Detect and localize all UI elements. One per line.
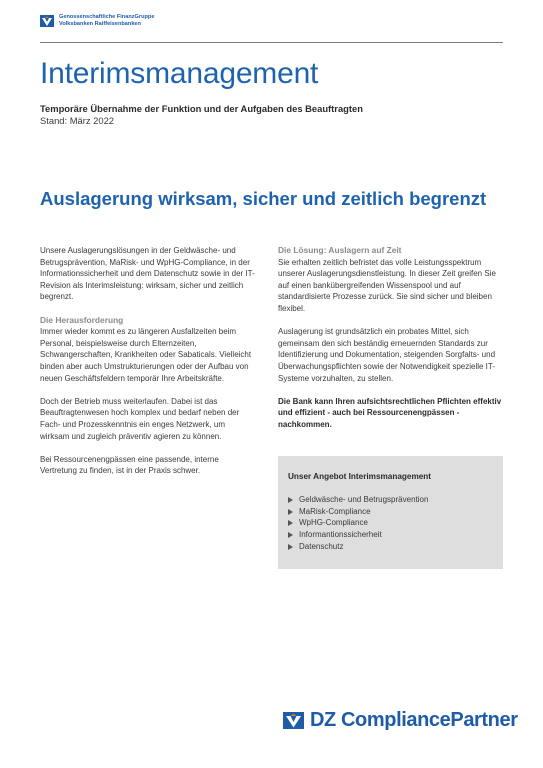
right-paragraph-2: Auslagerung ist grundsätzlich ein probates Mittel, sich gemeinsam den sich beständig erneuernden Standards zur Identifizierung und Dokumentation, steigenden Sorgfalts- und Überwachungspflichten sowie der Notwendigkeit spezielle IT-Systeme vorzuhalten, zu stellen. xyxy=(278,327,496,383)
header-logo xyxy=(40,14,154,27)
challenge-heading: Die Herausforderung xyxy=(40,314,124,325)
triangle-bullet-icon xyxy=(288,509,293,515)
page-subtitle: Temporäre Übernahme der Funktion und der Aufgaben des Beauftragten xyxy=(40,103,363,114)
triangle-bullet-icon xyxy=(288,520,293,526)
offer-box xyxy=(278,456,503,569)
offer-item xyxy=(288,529,493,541)
right-bold-paragraph: Die Bank kann Ihren aufsichtsrechtlichen Pflichten effektiv und effizient - auch bei Ressourcenengpässen - nachkommen. xyxy=(278,396,502,429)
offer-item-label: Informantionssicherheit xyxy=(299,530,382,540)
right-column xyxy=(278,245,503,442)
offer-item xyxy=(288,541,493,553)
challenge-text: Immer wieder kommt es zu längeren Ausfallzeiten beim Personal, beispielsweise durch Elternzeiten, Schwangerschaften, Krankheiten oder Sabaticals. Vielleicht binden aber auch Umstrukturierungen oder der Aufbau von neuen Geschäftsfeldern temporär Ihre Arbeitskräfte. xyxy=(40,327,252,383)
solution-section xyxy=(278,245,503,315)
offer-item-label: WpHG-Compliance xyxy=(299,518,368,528)
triangle-bullet-icon xyxy=(288,532,293,538)
page-title: Interimsmanagement xyxy=(40,57,319,90)
solution-text: Sie erhalten zeitlich befristet das volle Leistungsspektrum unserer Auslagerungsdienstleistung. In dieser Zeit greifen Sie auf einen bankübergreifenden Wissenspool und auf standardisierte Prozesse zurück. Sie sind sicher und bleiben flexibel. xyxy=(278,257,496,313)
offer-item-label: Datenschutz xyxy=(299,541,344,551)
header-divider xyxy=(40,42,503,43)
footer-logo xyxy=(283,709,518,732)
triangle-bullet-icon xyxy=(288,497,293,503)
logo-line-2: Volksbanken Raiffeisenbanken xyxy=(59,20,141,27)
footer-brand: DZ CompliancePartner xyxy=(310,709,518,731)
left-column xyxy=(40,245,255,488)
challenge-section xyxy=(40,315,255,385)
offer-item xyxy=(288,506,493,518)
vr-logo-icon xyxy=(40,15,54,27)
section-title: Auslagerung wirksam, sicher und zeitlich begrenzt xyxy=(40,188,487,209)
offer-item-label: Geldwäsche- und Betrugsprävention xyxy=(299,495,429,504)
left-paragraph-2: Doch der Betrieb muss weiterlaufen. Dabei ist das Beauftragtenwesen hoch komplex und bedarf neben der Fach- und Prozesskenntnis ein enges Netzwerk, um wirksam und zugleich präventiv agieren zu können. xyxy=(40,396,240,441)
offer-item-label: MaRisk-Compliance xyxy=(299,506,371,516)
logo-line-1: Genossenschaftliche FinanzGruppe xyxy=(59,14,155,20)
triangle-bullet-icon xyxy=(288,544,293,550)
vr-logo-icon xyxy=(283,712,304,729)
solution-heading: Die Lösung: Auslagern auf Zeit xyxy=(278,245,402,255)
offer-item xyxy=(288,517,493,529)
left-paragraph-3: Bei Ressourcenengpässen eine passende, interne Vertretung zu finden, ist in der Praxis schwer. xyxy=(40,454,219,476)
document-date: Stand: März 2022 xyxy=(40,115,115,126)
offer-list xyxy=(288,494,493,553)
offer-title: Unser Angebot Interimsmanagement xyxy=(288,472,432,481)
intro-paragraph: Unsere Auslagerungslösungen in der Geldwäsche- und Betrugsprävention, MaRisk- und WpHG-Compliance, in der Informationssicherheit und dem Datenschutz sowie in der IT-Revision als Interimsleistung: wirksam, sicher und zeitlich begrenzt. xyxy=(40,246,255,302)
offer-item xyxy=(288,494,493,506)
